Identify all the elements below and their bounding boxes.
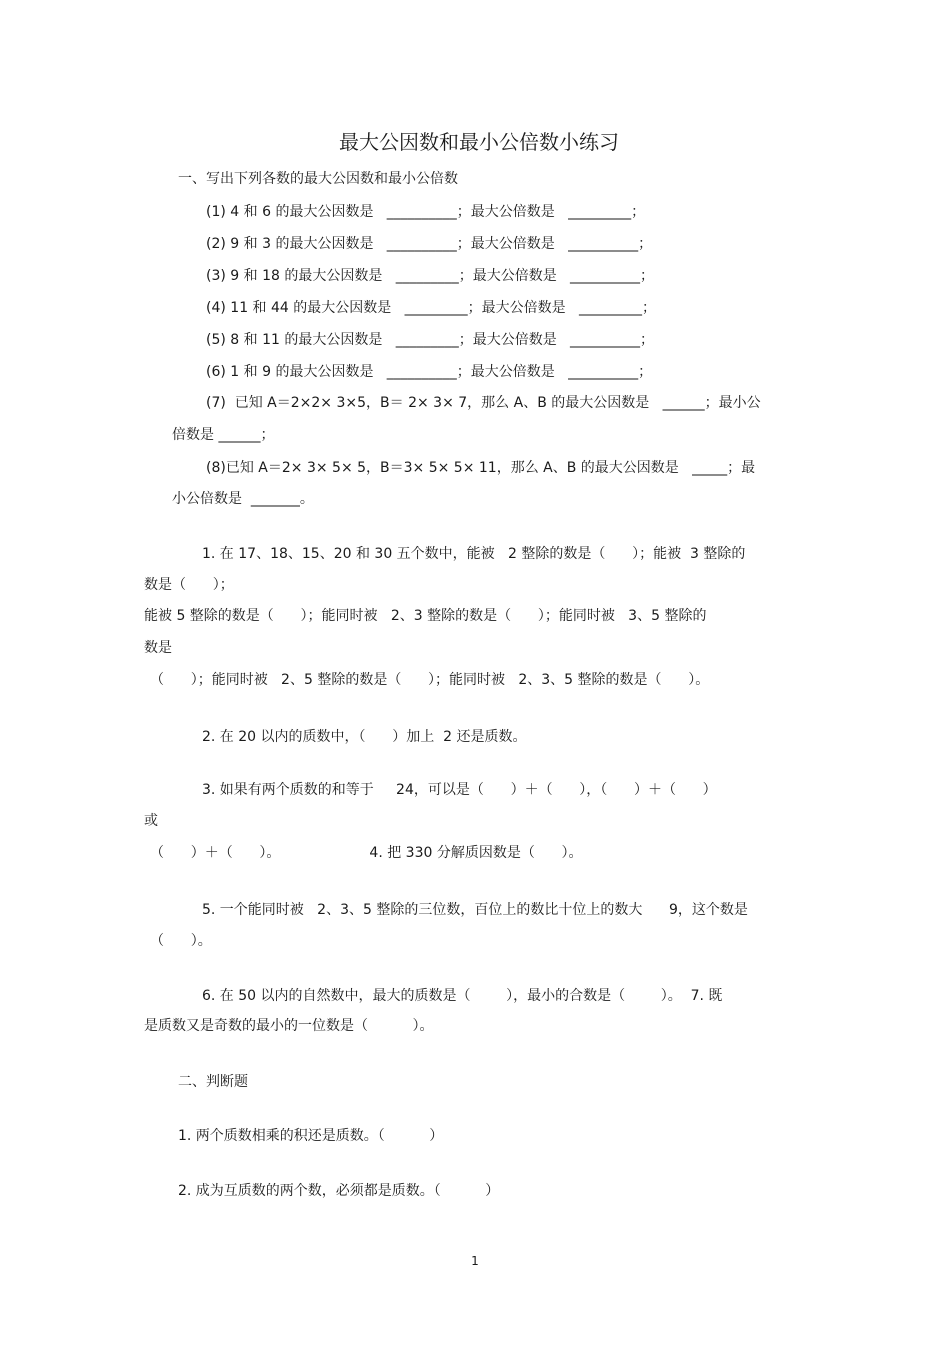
exercise-item-2: (2) 9 和 3 的最大公因数是 __________；最大公倍数是 __________； — [206, 236, 653, 252]
fill-in-6-line-1: 6. 在 50 以内的自然数中，最大的质数是（ ），最小的合数是（ ）。 7. 既 — [202, 988, 723, 1004]
exercise-item-5: (5) 8 和 11 的最大公因数是 _________；最大公倍数是 __________； — [206, 332, 655, 348]
exercise-item-6: (6) 1 和 9 的最大公因数是 __________；最大公倍数是 __________； — [206, 364, 653, 380]
exercise-item-1: (1) 4 和 6 的最大公因数是 __________；最大公倍数是 _________； — [206, 204, 646, 220]
section-2-heading: 二、判断题 — [178, 1074, 248, 1090]
fill-in-1-line-4: 数是 — [144, 640, 172, 656]
fill-in-2: 2. 在 20 以内的质数中，（ ）加上 2 还是质数。 — [202, 729, 527, 745]
fill-in-1-line-1: 1. 在 17、18、15、20 和 30 五个数中，能被 2 整除的数是（ ）；能被 3 整除的 — [202, 546, 746, 562]
exercise-item-8-line-2: 小公倍数是 _______。 — [172, 491, 314, 507]
fill-in-5-line-1: 5. 一个能同时被 2、3、5 整除的三位数，百位上的数比十位上的数大 9，这个数是 — [202, 902, 748, 918]
section-1-heading: 一、写出下列各数的最大公因数和最小公倍数 — [178, 171, 458, 187]
exercise-item-3: (3) 9 和 18 的最大公因数是 _________；最大公倍数是 __________； — [206, 268, 655, 284]
page-number: 1 — [471, 1254, 479, 1268]
exercise-item-4: (4) 11 和 44 的最大公因数是 _________；最大公倍数是 _________； — [206, 300, 656, 316]
fill-in-3-line-2: 或 — [144, 813, 158, 829]
fill-in-1-line-3: 能被 5 整除的数是（ ）；能同时被 2、3 整除的数是（ ）；能同时被 3、5 整除的 — [144, 608, 707, 624]
page-title: 最大公因数和最小公倍数小练习 — [339, 130, 619, 154]
exercise-item-7-line-2: 倍数是 ______； — [172, 427, 275, 443]
fill-in-6-line-2: 是质数又是奇数的最小的一位数是（ ）。 — [144, 1018, 434, 1034]
judgement-item-2: 2. 成为互质数的两个数，必须都是质数。（ ） — [178, 1183, 500, 1199]
fill-in-1-line-5: （ ）；能同时被 2、5 整除的数是（ ）；能同时被 2、3、5 整除的数是（ ）。 — [150, 672, 710, 688]
exercise-item-7-line-1: (7) 已知 A＝2×2× 3×5，B＝ 2× 3× 7，那么 A、B 的最大公因数是 ______；最小公 — [206, 395, 761, 411]
fill-in-3-line-3: （ ）＋（ ）。 4. 把 330 分解质因数是（ ）。 — [150, 845, 583, 861]
fill-in-5-line-2: （ ）。 — [150, 933, 212, 949]
judgement-item-1: 1. 两个质数相乘的积还是质数。（ ） — [178, 1128, 444, 1144]
fill-in-3-line-1: 3. 如果有两个质数的和等于 24，可以是（ ）＋（ ），（ ）＋（ ） — [202, 782, 717, 798]
exercise-item-8-line-1: (8)已知 A＝2× 3× 5× 5，B＝3× 5× 5× 11，那么 A、B 的最大公因数是 _____；最 — [206, 460, 756, 476]
fill-in-1-line-2: 数是（ ）； — [144, 577, 234, 593]
